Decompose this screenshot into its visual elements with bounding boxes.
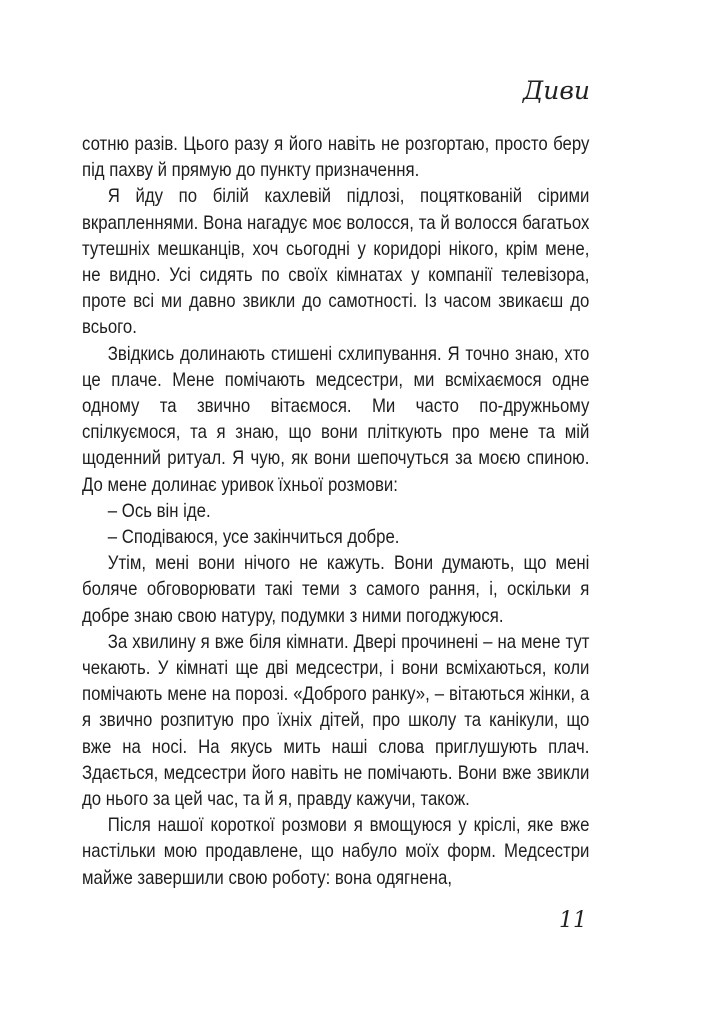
paragraph: сотню разів. Цього разу я його навіть не розгортаю, просто беру під пахву й прямую до пункту призначення. [82,133,590,182]
dialog-line: – Ось він іде. [107,499,211,522]
dialog-line: – Сподіваюся, усе закінчиться добре. [107,526,400,549]
paragraph: Я йду по білій кахлевій підлозі, поцяткованій сірими вкрапленнями. Вона нагадує моє волосся, та й волосся багатьох тутешніх мешканців, хоч сьогодні у коридорі нікого, крім мене, не видно. Усі сидять по своїх кімнатах у компанії телевізора, проте всі ми давно звикли до самотності. Із часом звикаєш до всього. [82,185,590,339]
page-number: 11 [559,908,587,933]
running-head: Диви [522,76,590,105]
paragraph: За хвилину я вже біля кімнати. Двері прочинені – на мене тут чекають. У кімнаті ще дві медсестри, і вони всміхаються, коли помічають мене на порозі. «Доброго ранку», – вітаються жінки, а я звично розпитую про їхніх дітей, про школу та канікули, що вже на носі. На якусь мить наші слова приглушують плач. Здається, медсестри його навіть не помічають. Вони вже звикли до нього за цей час, та й я, правду кажучи, також. [82,630,590,811]
paragraph: Звідкись долинають стишені схлипування. Я точно знаю, хто це плаче. Мене помічають медсестри, ми всміхаємося одне одному та звично вітаємося. Ми часто по-дружньому спілкуємося, та я знаю, що вони пліткують про мене та мій щоденний ритуал. Я чую, як вони шепочуться за моєю спиною. До мене долинає уривок їхньої розмови: [82,342,590,496]
paragraph: Після нашої короткої розмови я вмощуюся у кріслі, яке вже настільки мою продавлене, що набуло моїх форм. Медсестри майже завершили свою роботу: вона одягнена, [82,814,590,889]
paragraph: Утім, мені вони нічого не кажуть. Вони думають, що мені боляче обговорювати такі теми з самого рання, і, оскільки я добре знаю свою натуру, подумки з ними погоджуюся. [82,552,590,627]
body-text [82,131,589,891]
